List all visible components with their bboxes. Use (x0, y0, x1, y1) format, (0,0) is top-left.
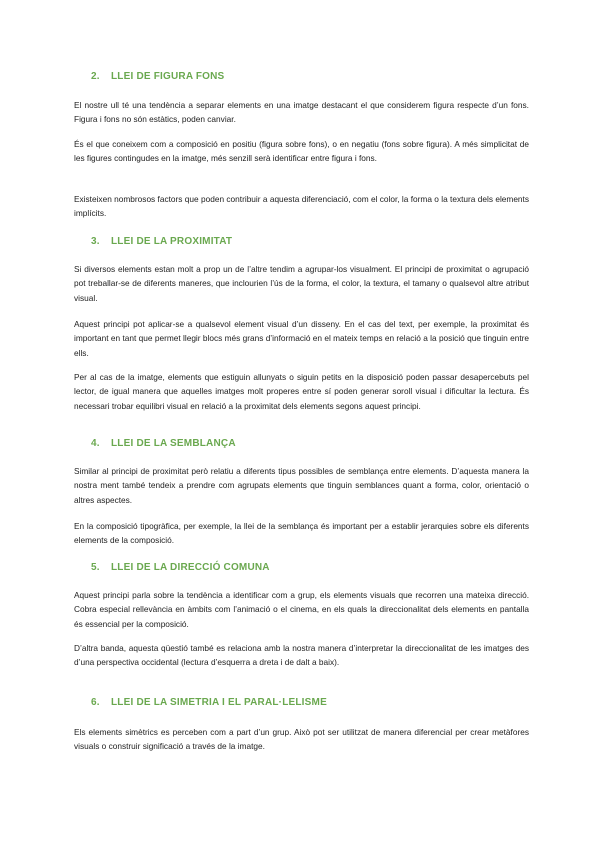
section-heading-direccio-comuna (91, 562, 270, 573)
section-number: 2. (91, 71, 100, 82)
section-heading-proximitat (91, 236, 232, 247)
section-title: LLEI DE FIGURA FONS (111, 71, 225, 82)
section-number: 3. (91, 236, 100, 247)
section-title: LLEI DE LA DIRECCIÓ COMUNA (111, 562, 270, 573)
paragraph: Per al cas de la imatge, elements que estiguin allunyats o siguin petits en la disposició poden passar desapercebuts pel lector, de igual manera que aquelles imatges molt properes entre sí poden generar soroll visual i dificultar la lectura. És necessari trobar equilibri visual en relació a la proximitat dels elements segons aquest principi. (74, 372, 529, 411)
paragraph: Similar al principi de proximitat però relatiu a diferents tipus possibles de semblança entre elements. D’aquesta manera la nostra ment també tendeix a prendre com agrupats elements que tinguin semblances quant a forma, color, orientació o altres aspectes. (74, 466, 529, 505)
section-title: LLEI DE LA SEMBLANÇA (111, 438, 236, 449)
paragraph: Aquest principi pot aplicar-se a qualsevol element visual d’un disseny. En el cas del text, per exemple, la proximitat és important en tant que permet llegir blocs més grans d’informació en el mateix temps en relació a la posició que tinguin entre ells. (74, 319, 529, 358)
paragraph: En la composició tipogràfica, per exemple, la llei de la semblança és important per a establir jerarquies sobre els diferents elements de la composició. (74, 521, 529, 546)
paragraph: Si diversos elements estan molt a prop un de l’altre tendim a agrupar-los visualment. El principi de proximitat o agrupació pot treballar-se de diferents maneres, que inclourien l’ús de la forma, el color, la textura, el tamany o qualsevol altre atribut visual. (74, 264, 529, 303)
paragraph: Els elements simètrics es perceben com a part d’un grup. Això pot ser utilitzat de manera diferencial per crear metàfores visuals o construir significació a través de la imatge. (74, 727, 529, 752)
section-number: 4. (91, 438, 100, 449)
paragraph: El nostre ull té una tendència a separar elements en una imatge destacant el que considerem figura respecte d’un fons. Figura i fons no són estàtics, poden canviar. (74, 100, 529, 125)
paragraph: Aquest principi parla sobre la tendència a identificar com a grup, els elements visuals que recorren una mateixa direcció. Cobra especial rellevància en àmbits com l’animació o el cinema, en els quals la direccionalitat dels elements en pantalla és essencial per la composició. (74, 590, 529, 629)
section-number: 6. (91, 697, 100, 708)
section-heading-semblanca (91, 438, 236, 449)
section-title: LLEI DE LA PROXIMITAT (111, 236, 233, 247)
paragraph: És el que coneixem com a composició en positiu (figura sobre fons), o en negatiu (fons sobre figura). A més simplicitat de les figures contingudes en la imatge, més senzill serà identificar entre figura i fons. (74, 139, 529, 164)
section-heading-simetria-paralelisme (91, 697, 327, 708)
paragraph: D’altra banda, aquesta qüestió també es relaciona amb la nostra manera d’interpretar la direccionalitat de les imatges des d’una perspectiva occidental (lectura d’esquerra a dreta i de dalt a baix). (74, 643, 529, 668)
paragraph: Existeixen nombrosos factors que poden contribuir a aquesta diferenciació, com el color, la forma o la textura dels elements implícits. (74, 194, 529, 219)
section-heading-figura-fons (91, 71, 224, 82)
section-number: 5. (91, 562, 100, 573)
section-title: LLEI DE LA SIMETRIA I EL PARAL·LELISME (111, 697, 327, 708)
